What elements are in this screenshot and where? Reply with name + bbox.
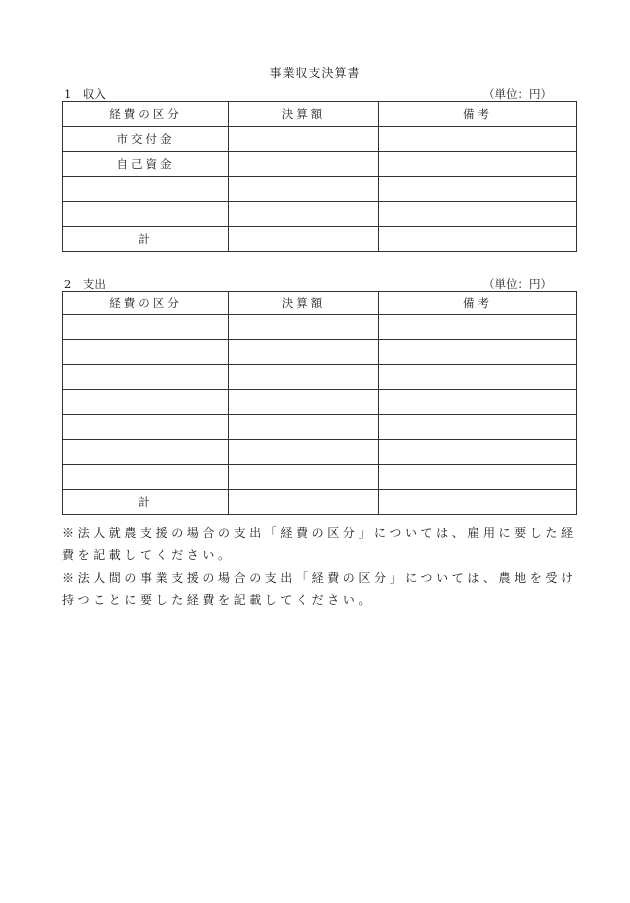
category-cell[interactable] (63, 340, 229, 365)
total-row (63, 227, 577, 252)
table-row (63, 415, 577, 440)
category-cell[interactable] (63, 365, 229, 390)
expense-section-header (64, 276, 552, 292)
amount-cell[interactable] (229, 440, 379, 465)
amount-cell[interactable] (229, 127, 379, 152)
header-category: 経費の区分 (63, 292, 229, 315)
table-header-row (63, 292, 577, 315)
total-amount-cell[interactable] (229, 227, 379, 252)
amount-cell[interactable] (229, 390, 379, 415)
notes (62, 522, 582, 612)
total-label-cell: 計 (63, 490, 229, 515)
amount-cell[interactable] (229, 202, 379, 227)
category-cell[interactable] (63, 390, 229, 415)
total-amount-cell[interactable] (229, 490, 379, 515)
income-section-header (64, 86, 552, 102)
remarks-cell[interactable] (379, 315, 577, 340)
amount-cell[interactable] (229, 415, 379, 440)
category-cell[interactable] (63, 465, 229, 490)
table-row (63, 365, 577, 390)
category-cell[interactable]: 市交付金 (63, 127, 229, 152)
amount-cell[interactable] (229, 315, 379, 340)
table-row (63, 177, 577, 202)
table-row (63, 202, 577, 227)
total-label-cell: 計 (63, 227, 229, 252)
header-amount: 決算額 (229, 292, 379, 315)
remarks-cell[interactable] (379, 440, 577, 465)
table-row (63, 152, 577, 177)
expense-unit-label: （単位：円） (483, 277, 552, 291)
remarks-cell[interactable] (379, 415, 577, 440)
category-cell[interactable] (63, 202, 229, 227)
category-cell[interactable] (63, 315, 229, 340)
header-remarks: 備考 (379, 292, 577, 315)
remarks-cell[interactable] (379, 390, 577, 415)
document-title: 事業収支決算書 (269, 66, 361, 80)
amount-cell[interactable] (229, 152, 379, 177)
remarks-cell[interactable] (379, 365, 577, 390)
income-unit-label: （単位：円） (483, 87, 552, 101)
table-row (63, 390, 577, 415)
total-remarks-cell[interactable] (379, 227, 577, 252)
table-row (63, 340, 577, 365)
remarks-cell[interactable] (379, 340, 577, 365)
table-row (63, 127, 577, 152)
remarks-cell[interactable] (379, 177, 577, 202)
amount-cell[interactable] (229, 177, 379, 202)
expense-table (62, 291, 577, 515)
table-row (63, 465, 577, 490)
income-table (62, 101, 577, 252)
amount-cell[interactable] (229, 365, 379, 390)
header-amount: 決算額 (229, 102, 379, 127)
remarks-cell[interactable] (379, 127, 577, 152)
table-header-row (63, 102, 577, 127)
header-remarks: 備考 (379, 102, 577, 127)
expense-section-label: 2 支出 (64, 277, 106, 291)
remarks-cell[interactable] (379, 465, 577, 490)
amount-cell[interactable] (229, 340, 379, 365)
category-cell[interactable]: 自己資金 (63, 152, 229, 177)
category-cell[interactable] (63, 440, 229, 465)
remarks-cell[interactable] (379, 152, 577, 177)
note-inter-corporate-support: ※法人間の事業支援の場合の支出「経費の区分」については、農地を受け持つことに要した経費を記載してください。 (62, 571, 577, 607)
income-section-label: 1 収入 (64, 87, 106, 101)
note-employment-support: ※法人就農支援の場合の支出「経費の区分」については、雇用に要した経費を記載してください。 (62, 526, 577, 562)
table-row (63, 315, 577, 340)
category-cell[interactable] (63, 415, 229, 440)
total-row (63, 490, 577, 515)
table-row (63, 440, 577, 465)
total-remarks-cell[interactable] (379, 490, 577, 515)
amount-cell[interactable] (229, 465, 379, 490)
remarks-cell[interactable] (379, 202, 577, 227)
header-category: 経費の区分 (63, 102, 229, 127)
category-cell[interactable] (63, 177, 229, 202)
